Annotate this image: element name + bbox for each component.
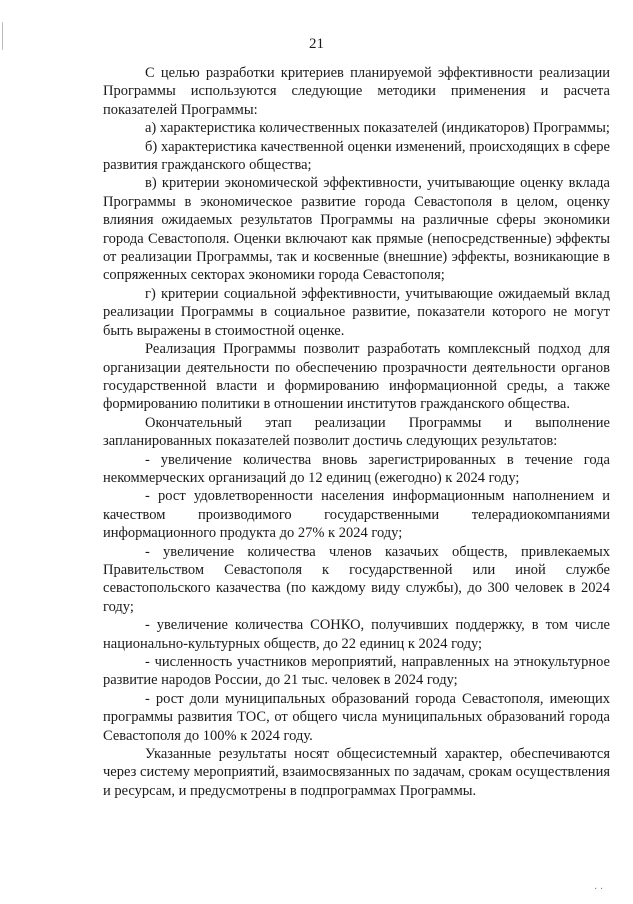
paragraph-final-stage: Окончательный этап реализации Программы и выполнение запланированных показателей позволит достичь следующих результатов:	[103, 414, 610, 450]
paragraph-item-g: г) критерии социальной эффективности, учитывающие ожидаемый вклад реализации Программы в социальное развитие, показатели которого не могут быть выражены в стоимостной оценке.	[103, 285, 610, 339]
page-number: 21	[309, 36, 324, 52]
paragraph-intro: С целью разработки критериев планируемой эффективности реализации Программы используются следующие методики применения и расчета показателей Программы:	[103, 65, 610, 118]
result-item-tos: - рост доли муниципальных образований города Севастополя, имеющих программы развития ТОС, от общего числа муниципальных образований города Севастополя до 100% к 2024 году.	[103, 690, 610, 744]
paragraph-item-a: а) характеристика количественных показателей (индикаторов) Программы;	[145, 120, 610, 137]
paragraph-item-v: в) критерии экономической эффективности, учитывающие оценку вклада Программы в экономическое развитие города Севастополя в целом, оценку влияния ожидаемых результатов Программы на различные сферы экономики города Севастополя. Оценки включают как прямые (непосредственные) эффекты от реализации Программы, так и косвенные (внешние) эффекты, возникающие в сопряженных секторах экономики города Севастополя;	[103, 175, 610, 284]
result-item-cossacks: - увеличение количества членов казачьих обществ, привлекаемых Правительством Севастополя к государственной или иной службе севастопольского казачества (по каждому виду службы), до 300 человек в 2024 году;	[103, 543, 610, 615]
result-item-ethnocultural: - численность участников мероприятий, направленных на этнокультурное развитие народов России, до 21 тыс. человек в 2024 году;	[103, 654, 610, 689]
result-item-satisfaction: - рост удовлетворенности населения информационным наполнением и качеством производимого государственными телерадиокомпаниями информационного продукта до 27% к 2024 году;	[103, 488, 610, 542]
paragraph-conclusion: Указанные результаты носят общесистемный характер, обеспечиваются через систему мероприятий, взаимосвязанных по задачам, срокам осуществления и ресурсам, и предусмотрены в подпрограммах Программы.	[103, 746, 610, 799]
result-item-sonko: - увеличение количества СОНКО, получивших поддержку, в том числе национально-культурных обществ, до 22 единиц к 2024 году;	[103, 617, 610, 652]
paragraph-item-b: б) характеристика качественной оценки изменений, происходящих в сфере развития гражданского общества;	[103, 138, 610, 174]
scan-artifact-dots: · ·	[594, 884, 604, 895]
result-item-nko: - увеличение количества вновь зарегистрированных в течение года некоммерческих организаций до 12 единиц (ежегодно) к 2024 году;	[103, 451, 610, 486]
document-body	[103, 64, 610, 800]
paragraph-implementation: Реализация Программы позволит разработать комплексный подход для организации деятельности по обеспечению прозрачности деятельности органов государственной власти и формированию информационной среды, а также формированию политики в отношении институтов гражданского общества.	[103, 341, 610, 413]
